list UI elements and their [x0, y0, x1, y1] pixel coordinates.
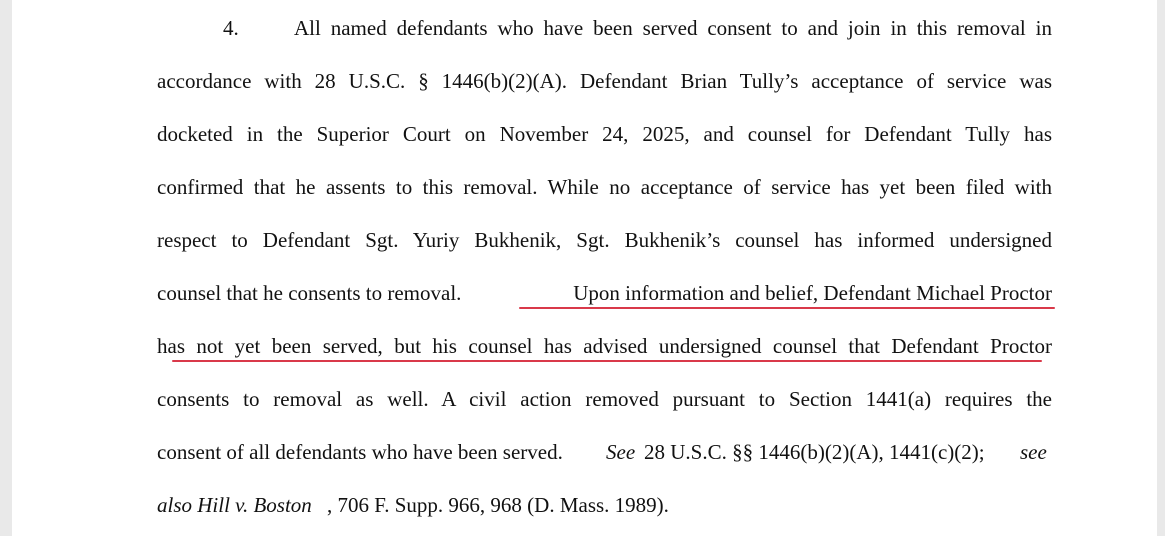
citation-reporter: , 706 F. Supp. 966, 968 (D. Mass. 1989). [327, 493, 669, 517]
paragraph-line-6a: counsel that he consents to removal. [157, 281, 462, 305]
paragraph-line-3: docketed in the Superior Court on November 24, 2025, and counsel for Defendant Tully has [157, 122, 1052, 146]
highlighted-sentence-part-2: has not yet been served, but his counsel has advised undersigned counsel that Defendant Proctor [157, 334, 1052, 358]
paragraph-line-10a: consent of all defendants who have been served. [157, 440, 563, 464]
paragraph-line-4: confirmed that he assents to this removal. While no acceptance of service has yet been filed with [157, 175, 1052, 199]
paragraph-line-1: All named defendants who have been served consent to and join in this removal in [294, 16, 1052, 40]
paragraph-line-9: consents to removal as well. A civil action removed pursuant to Section 1441(a) requires the [157, 387, 1052, 411]
paragraph-line-2: accordance with 28 U.S.C. § 1446(b)(2)(A). Defendant Brian Tully’s acceptance of service was [157, 69, 1052, 93]
red-underline-2 [172, 360, 1042, 362]
paragraph-line-5: respect to Defendant Sgt. Yuriy Bukhenik, Sgt. Bukhenik’s counsel has informed undersigned [157, 228, 1052, 252]
highlighted-sentence-part-1: Upon information and belief, Defendant Michael Proctor [573, 281, 1052, 305]
red-underline-1 [519, 307, 1055, 309]
citation-signal-see-also: see [1020, 440, 1047, 464]
citation-case-name: also Hill v. Boston [157, 493, 312, 517]
document-page [12, 0, 1157, 536]
paragraph-number: 4. [223, 16, 239, 40]
citation-signal-see: See [606, 440, 636, 464]
citation-statute: 28 U.S.C. §§ 1446(b)(2)(A), 1441(c)(2); [644, 440, 985, 464]
